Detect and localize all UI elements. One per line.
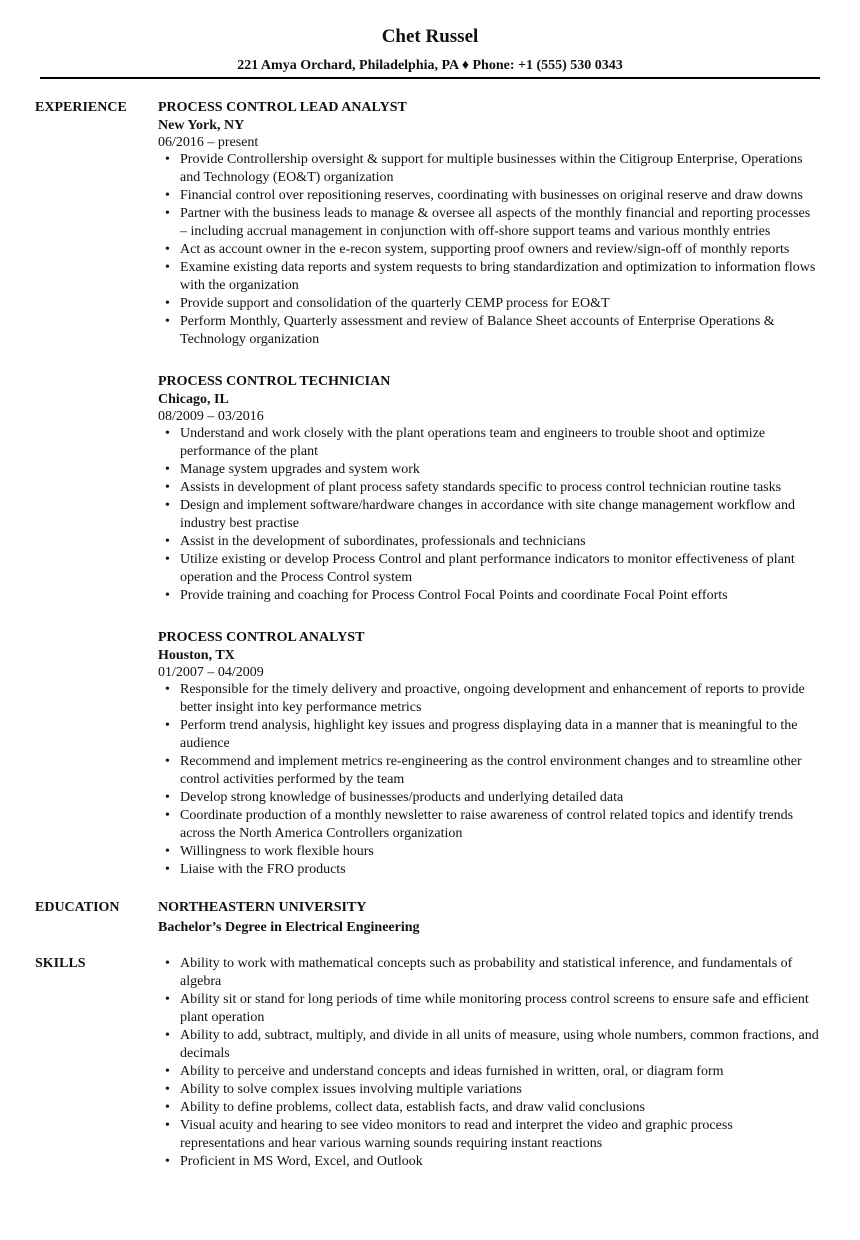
job-bullet: • Provide Controllership oversight & support for multiple businesses within the Citigroup Enterprise, Operations and Technology (EO&T) organization	[158, 151, 820, 187]
section-label-skills: SKILLS	[35, 956, 86, 971]
job-entry	[158, 373, 820, 605]
job-location: Chicago, IL	[158, 392, 229, 407]
job-bullet: • Financial control over repositioning reserves, coordinating with businesses on original reserve and draw downs	[158, 187, 820, 205]
job-bullet: • Develop strong knowledge of businesses/products and underlying detailed data	[158, 789, 820, 807]
skills-list	[158, 955, 820, 1171]
experience-section	[0, 99, 860, 903]
job-bullet: • Perform trend analysis, highlight key issues and progress displaying data in a manner that is meaningful to the audience	[158, 717, 820, 753]
job-title: PROCESS CONTROL TECHNICIAN	[158, 374, 391, 389]
job-title: PROCESS CONTROL LEAD ANALYST	[158, 100, 407, 115]
section-label-education: EDUCATION	[35, 900, 120, 915]
skill-item: • Ability to add, subtract, multiply, and divide in all units of measure, using whole numbers, common fractions, and decimals	[158, 1027, 820, 1063]
skill-item: • Ability to work with mathematical concepts such as probability and statistical inference, and fundamentals of algebra	[158, 955, 820, 991]
job-bullets	[158, 425, 820, 605]
job-bullet: • Liaise with the FRO products	[158, 861, 820, 879]
job-bullet: • Utilize existing or develop Process Control and plant performance indicators to monitor effectiveness of plant operation and the Process Control system	[158, 551, 820, 587]
skill-item: • Ability to perceive and understand concepts and ideas furnished in written, oral, or diagram form	[158, 1063, 820, 1081]
skill-item: • Visual acuity and hearing to see video monitors to read and interpret the video and graphic process representations and hear various warning sounds requiring instant reactions	[158, 1117, 820, 1153]
section-label-experience: EXPERIENCE	[35, 100, 127, 115]
job-bullet: • Assists in development of plant process safety standards specific to process control technician routine tasks	[158, 479, 820, 497]
job-bullets	[158, 151, 820, 349]
job-entry	[158, 629, 820, 879]
job-bullet: • Assist in the development of subordinates, professionals and technicians	[158, 533, 820, 551]
skill-item: • Ability to solve complex issues involving multiple variations	[158, 1081, 820, 1099]
job-location: Houston, TX	[158, 648, 235, 663]
job-bullet: • Recommend and implement metrics re-engineering as the control environment changes and to streamline other control activities performed by the team	[158, 753, 820, 789]
job-bullet: • Coordinate production of a monthly newsletter to raise awareness of control related topics and identify trends across the North America Controllers organization	[158, 807, 820, 843]
skills-section	[0, 955, 860, 1171]
skill-item: • Ability to define problems, collect data, establish facts, and draw valid conclusions	[158, 1099, 820, 1117]
candidate-name: Chet Russel	[381, 26, 479, 47]
experience-list	[158, 99, 860, 903]
job-dates: 01/2007 – 04/2009	[158, 665, 264, 680]
skill-item: • Proficient in MS Word, Excel, and Outlook	[158, 1153, 820, 1171]
job-bullet: • Act as account owner in the e-recon system, supporting proof owners and review/sign-off of monthly reports	[158, 241, 820, 259]
header-divider	[40, 77, 820, 79]
job-bullet: • Manage system upgrades and system work	[158, 461, 820, 479]
job-bullet: • Perform Monthly, Quarterly assessment and review of Balance Sheet accounts of Enterprise Operations & Technology organization	[158, 313, 820, 349]
job-bullets	[158, 681, 820, 879]
job-bullet: • Examine existing data reports and system requests to bring standardization and optimization to information flows with the organization	[158, 259, 820, 295]
job-bullet: • Design and implement software/hardware changes in accordance with site change management workflow and industry best practise	[158, 497, 820, 533]
education-school: NORTHEASTERN UNIVERSITY	[158, 900, 367, 915]
job-bullet: • Provide training and coaching for Process Control Focal Points and coordinate Focal Point efforts	[158, 587, 820, 605]
job-bullet: • Responsible for the timely delivery and proactive, ongoing development and enhancement of reports to provide better insight into key performance metrics	[158, 681, 820, 717]
skill-item: • Ability sit or stand for long periods of time while monitoring process control screens to ensure safe and efficient plant operation	[158, 991, 820, 1027]
education-degree: Bachelor’s Degree in Electrical Engineering	[158, 920, 420, 935]
job-dates: 08/2009 – 03/2016	[158, 409, 264, 424]
education-section	[0, 899, 860, 937]
resume-header	[0, 0, 860, 75]
job-title: PROCESS CONTROL ANALYST	[158, 630, 365, 645]
contact-line: 221 Amya Orchard, Philadelphia, PA ♦ Phone: +1 (555) 530 0343	[237, 58, 623, 73]
job-bullet: • Understand and work closely with the plant operations team and engineers to trouble shoot and optimize performance of the plant	[158, 425, 820, 461]
job-location: New York, NY	[158, 118, 245, 133]
job-bullet: • Willingness to work flexible hours	[158, 843, 820, 861]
job-dates: 06/2016 – present	[158, 135, 259, 150]
job-bullet: • Partner with the business leads to manage & oversee all aspects of the monthly financial and reporting processes – including accrual management in conjunction with off-shore support teams and various monthly entries	[158, 205, 820, 241]
job-entry	[158, 99, 820, 349]
job-bullet: • Provide support and consolidation of the quarterly CEMP process for EO&T	[158, 295, 820, 313]
